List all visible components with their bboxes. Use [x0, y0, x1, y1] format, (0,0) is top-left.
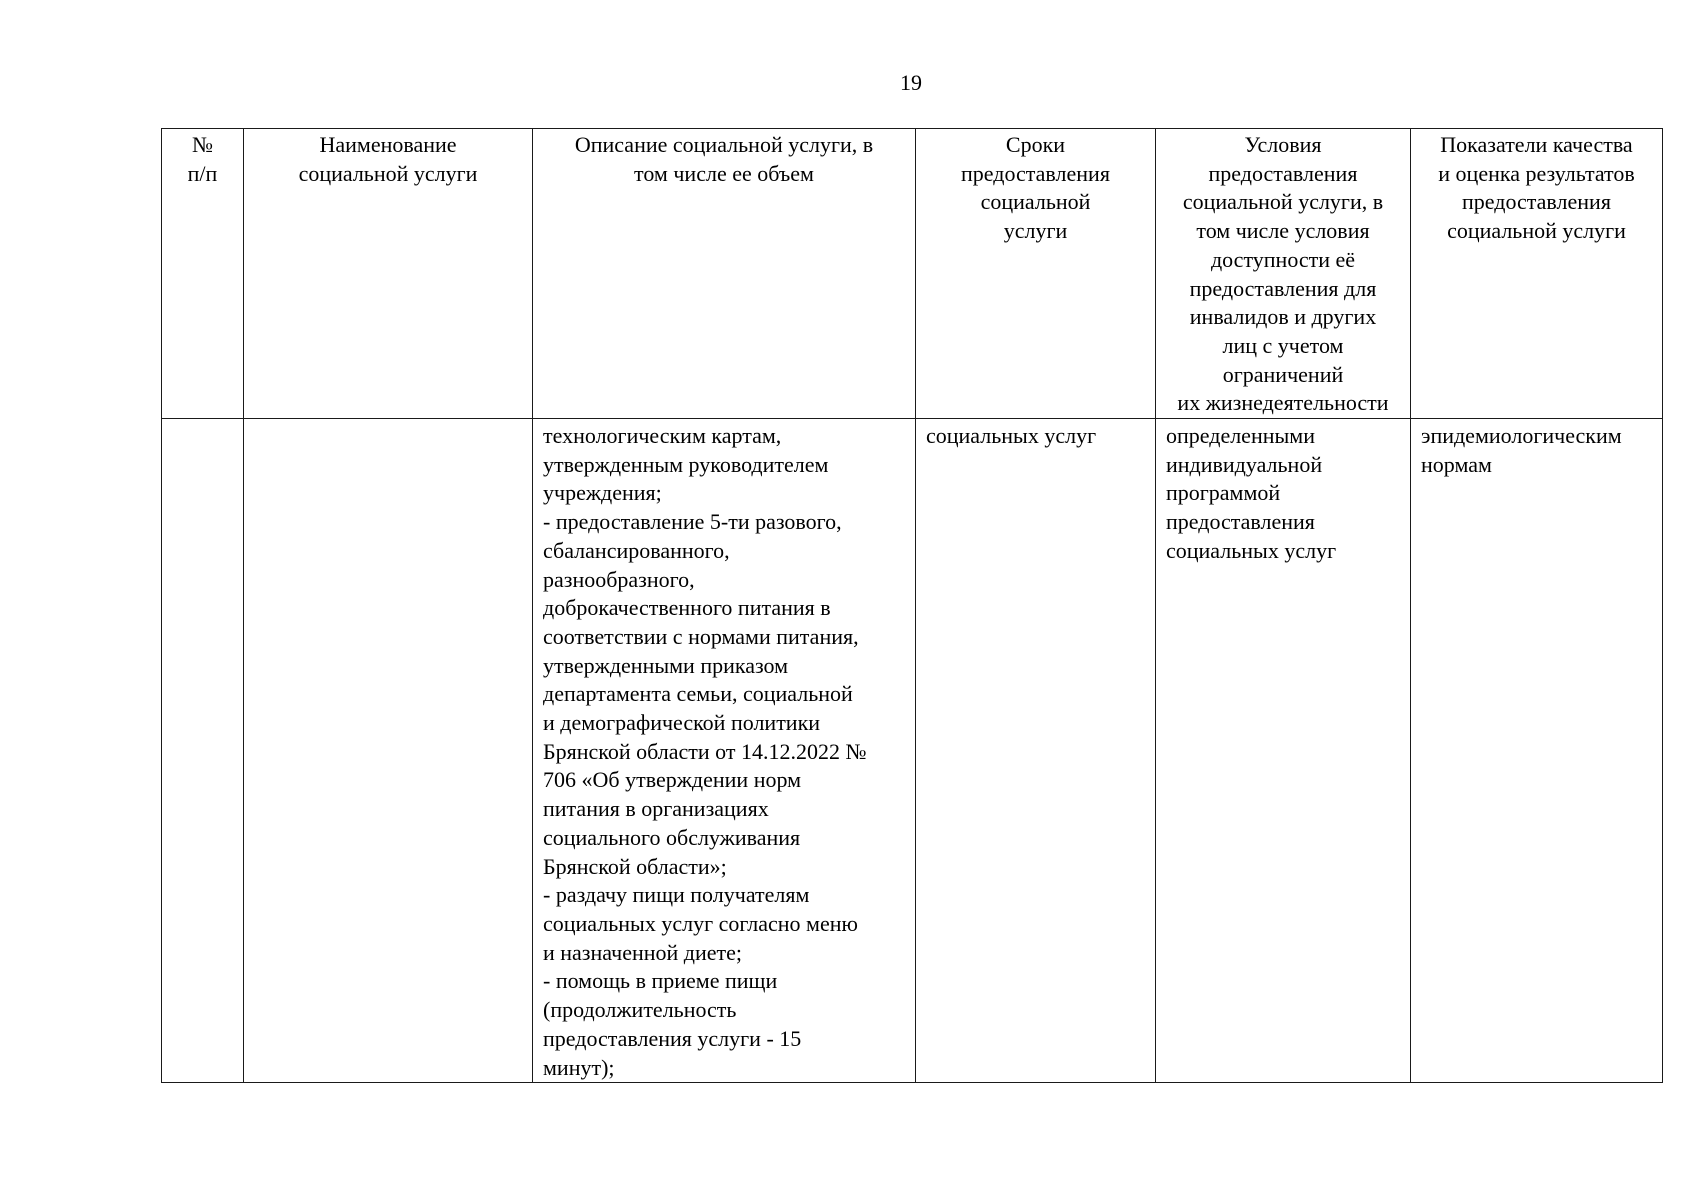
cell-service-name: [244, 419, 533, 1083]
cell-terms: [916, 419, 1156, 1083]
header-conditions: [1156, 129, 1411, 419]
cell-quality-text: эпидемиологическим нормам: [1421, 423, 1622, 477]
header-description-text: Описание социальной услуги, в том числе ее объем: [574, 132, 874, 186]
cell-conditions-text: определенными индивидуальной программой предоставления социальных услуг: [1166, 423, 1337, 563]
header-service-name-text: Наименование социальной услуги: [298, 132, 478, 186]
header-quality: [1411, 129, 1663, 419]
cell-conditions: [1156, 419, 1411, 1083]
header-number: [162, 129, 244, 419]
cell-description-text: технологическим картам, утвержденным руководителем учреждения; - предоставление 5-ти разового, сбалансированного, разнообразного, доброкачественного питания в соответствии с нормами питания, утвержденными приказом департамента семьи, социальной и демографической политики Брянской области от 14.12.2022 № 706 «Об утверждении норм питания в организациях социального обслуживания Брянской области»; - раздачу пищи получателям социальных услуг согласно меню и назначенной диете; - помощь в приеме пищи (продолжительность предоставления услуги - 15 минут);: [543, 423, 867, 1080]
header-terms-text: Сроки предоставления социальной услуги: [961, 132, 1110, 244]
cell-description: [533, 419, 916, 1083]
services-table: [161, 128, 1663, 1083]
header-quality-text: Показатели качества и оценка результатов предоставления социальной услуги: [1438, 132, 1635, 244]
table-header-row: [162, 129, 1663, 419]
header-service-name: [244, 129, 533, 419]
header-number-text: № п/п: [187, 132, 218, 186]
header-conditions-text: Условия предоставления социальной услуги, в том числе условия доступности её предоставления для инвалидов и других лиц с учетом ограничений их жизнедеятельности: [1177, 132, 1389, 416]
page-number: 19: [900, 70, 922, 95]
cell-number: [162, 419, 244, 1083]
cell-terms-text: социальных услуг: [926, 423, 1097, 449]
cell-quality: [1411, 419, 1663, 1083]
header-description: [533, 129, 916, 419]
header-terms: [916, 129, 1156, 419]
table-row: [162, 419, 1663, 1083]
